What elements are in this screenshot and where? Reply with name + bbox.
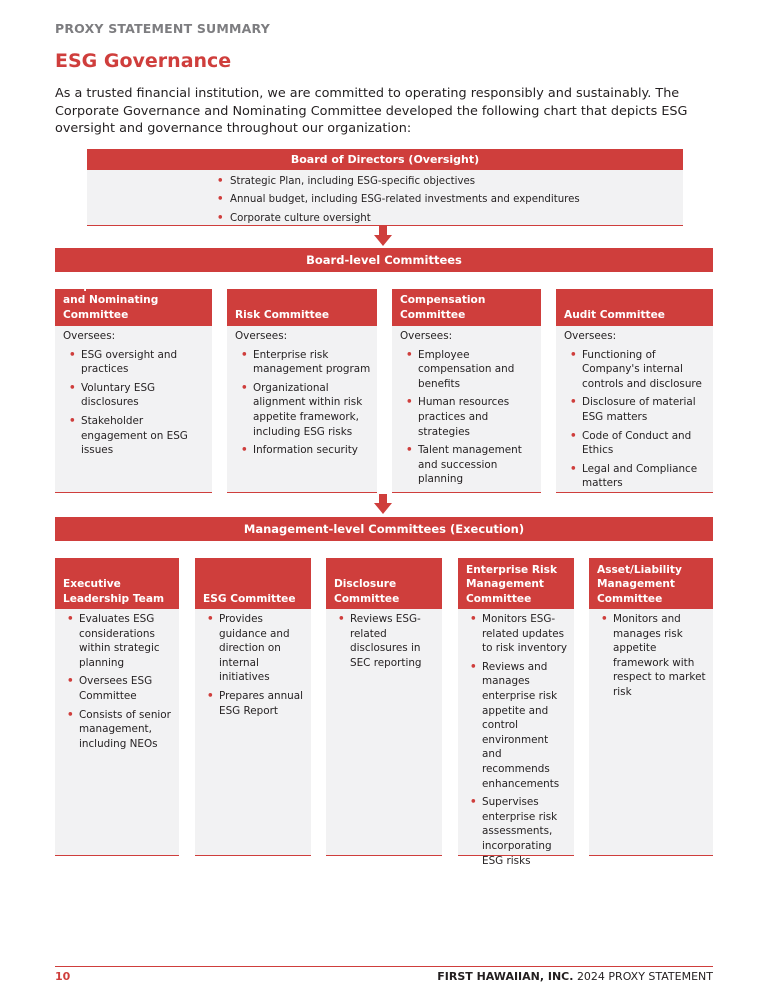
intro-paragraph: As a trusted financial institution, we are committed to operating responsibly and sustainably. The Corporate Governance and Nominating Committee developed the following chart that depicts ESG oversight and governance throughout our organization:: [55, 86, 688, 136]
list-item: • Reviews ESG-related disclosures in SEC reporting: [332, 612, 438, 670]
board-of-directors-header: Board of Directors (Oversight): [87, 149, 683, 170]
committee-card-governance: [55, 326, 212, 493]
mgmt-card-enterprise-risk: [458, 609, 574, 867]
management-committees-band: Management-level Committees (Execution): [55, 517, 713, 541]
committee-header-audit: Audit Committee: [556, 289, 713, 326]
list-item: • Evaluates ESG considerations within strategic planning: [61, 612, 175, 670]
list-item: • Monitors ESG-related updates to risk inventory: [464, 612, 570, 656]
oversees-label: Oversees:: [400, 330, 453, 342]
list-item: • Voluntary ESG disclosures: [63, 381, 206, 410]
mgmt-header-esg: ESG Committee: [195, 558, 311, 609]
oversees-label: Oversees:: [564, 330, 617, 342]
committee-header-compensation: Compensation Committee: [392, 289, 541, 326]
list-item: • Stakeholder engagement on ESG issues: [63, 414, 206, 458]
committee-header-risk: Risk Committee: [227, 289, 377, 326]
page-title: ESG Governance: [55, 50, 232, 72]
committee-header-governance: Corporate Governance and Nominating Committee: [55, 289, 212, 326]
list-item: • Talent management and succession planning: [400, 443, 535, 487]
oversees-label: Oversees:: [235, 330, 288, 342]
board-items: [212, 173, 580, 228]
section-label: PROXY STATEMENT SUMMARY: [55, 21, 270, 36]
list-item: • Supervises enterprise risk assessments, incorporating ESG risks: [464, 795, 570, 868]
list-item: • Human resources practices and strategies: [400, 395, 535, 439]
down-arrow-icon: [373, 226, 393, 246]
page-number: 10: [55, 970, 71, 983]
board-committees-band: Board-level Committees: [55, 248, 713, 272]
footer-doc-title: [437, 970, 713, 983]
down-arrow-icon: [373, 494, 393, 514]
list-item: • Organizational alignment within risk appetite framework, including ESG risks: [235, 381, 371, 439]
list-item: • Information security: [235, 443, 371, 458]
document-name: 2024 PROXY STATEMENT: [576, 970, 713, 983]
list-item: • Enterprise risk management program: [235, 348, 371, 377]
mgmt-header-asset-liability: Asset/Liability Management Committee: [589, 558, 713, 609]
committee-card-risk: [227, 326, 377, 493]
list-item: • Code of Conduct and Ethics: [564, 429, 707, 458]
list-item: • Consists of senior management, including NEOs: [61, 708, 175, 752]
oversees-label: Oversees:: [63, 330, 116, 342]
committee-card-compensation: [392, 326, 541, 493]
mgmt-card-asset-liability: [589, 609, 713, 856]
list-item: • Employee compensation and benefits: [400, 348, 535, 392]
mgmt-header-executive-leadership: Executive Leadership Team: [55, 558, 179, 609]
mgmt-header-disclosure: Disclosure Committee: [326, 558, 442, 609]
list-item: • Oversees ESG Committee: [61, 674, 175, 703]
list-item: • Prepares annual ESG Report: [201, 689, 307, 718]
footer-divider: [55, 966, 713, 967]
list-item: • Legal and Compliance matters: [564, 462, 707, 491]
list-item: • Reviews and manages enterprise risk appetite and control environment and recommends enhancements: [464, 660, 570, 791]
board-of-directors-panel: [87, 170, 683, 226]
list-item: • Provides guidance and direction on internal initiatives: [201, 612, 307, 685]
mgmt-header-enterprise-risk: Enterprise Risk Management Committee: [458, 558, 574, 609]
list-item: • ESG oversight and practices: [63, 348, 206, 377]
mgmt-card-executive-leadership: [55, 609, 179, 856]
company-name: FIRST HAWAIIAN, INC.: [437, 970, 574, 983]
list-item: • Functioning of Company's internal controls and disclosure: [564, 348, 707, 392]
list-item: • Strategic Plan, including ESG-specific objectives: [212, 173, 580, 191]
list-item: • Disclosure of material ESG matters: [564, 395, 707, 424]
list-item: • Annual budget, including ESG-related investments and expenditures: [212, 191, 580, 209]
mgmt-card-esg: [195, 609, 311, 856]
committee-card-audit: [556, 326, 713, 493]
list-item: • Monitors and manages risk appetite framework with respect to market risk: [595, 612, 709, 700]
mgmt-card-disclosure: [326, 609, 442, 856]
list-item: • Corporate culture oversight: [212, 210, 580, 228]
